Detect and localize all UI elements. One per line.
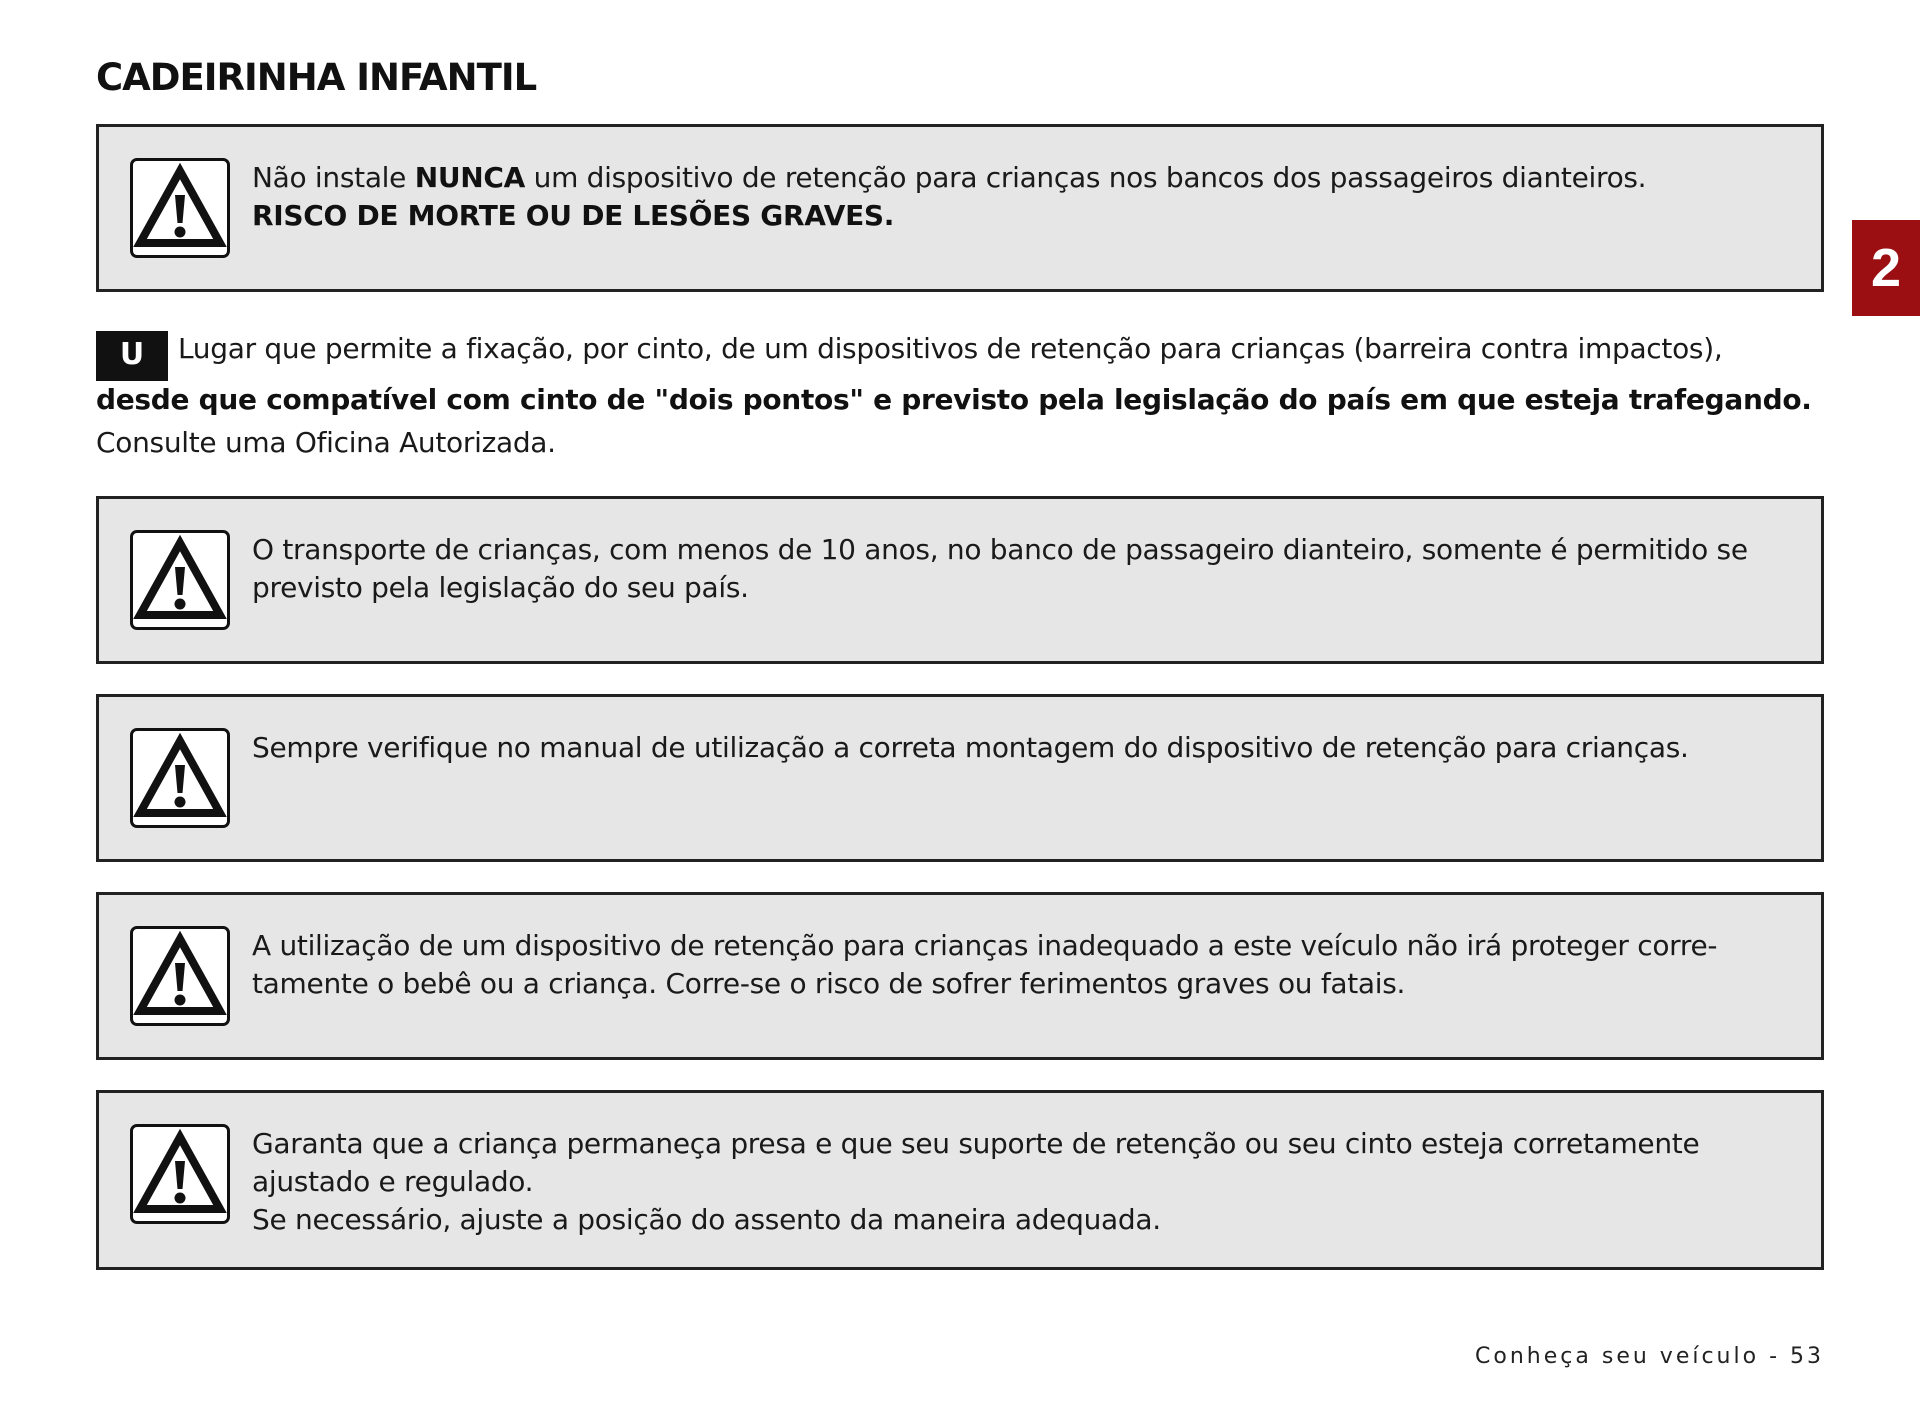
warning-text-line: A utilização de um dispositivo de retenção para crianças inadequado a este veículo não irá proteger corre- (252, 929, 1718, 962)
warning-text: Não instale NUNCA um dispositivo de retenção para crianças nos bancos dos passageiros dianteiros. (252, 161, 1647, 194)
warning-triangle-icon (130, 158, 230, 258)
warning-text: O transporte de crianças, com menos de 10 anos, no banco de passageiro dianteiro, somente é permitido se previsto pela legislação do seu país. (252, 533, 1748, 604)
warning-box-front-seat (96, 124, 1824, 292)
warning-triangle-icon (130, 530, 230, 630)
warning-strong-line: RISCO DE MORTE OU DE LESÕES GRAVES. (252, 199, 895, 232)
note-consult-text: Consulte uma Oficina Autorizada. (96, 426, 556, 459)
u-badge: U (96, 331, 168, 381)
chapter-tab: 2 (1852, 220, 1920, 316)
warning-text: Sempre verifique no manual de utilização a correta montagem do dispositivo de retenção para crianças. (252, 731, 1689, 764)
warning-triangle-icon (130, 1124, 230, 1224)
page-title: CADEIRINHA INFANTIL (96, 56, 537, 99)
warning-box-manual (96, 694, 1824, 862)
warning-emphasis: NUNCA (414, 161, 526, 194)
warning-text: Garanta que a criança permaneça presa e que seu suporte de retenção ou seu cinto esteja corretamente ajustado e regulado. (252, 1127, 1700, 1198)
note-text: Lugar que permite a fixação, por cinto, de um dispositivos de retenção para crianças (barreira contra impactos), (178, 332, 1723, 365)
warning-triangle-icon (130, 926, 230, 1026)
warning-triangle-icon (130, 728, 230, 828)
warning-text-line: tamente o bebê ou a criança. Corre-se o risco de sofrer ferimentos graves ou fatais. (252, 967, 1406, 1000)
page-footer: Conheça seu veículo - 53 (1475, 1344, 1824, 1369)
warning-box-inadequate (96, 892, 1824, 1060)
warning-text-secondary: Se necessário, ajuste a posição do assento da maneira adequada. (252, 1203, 1161, 1236)
note-line (96, 330, 1836, 381)
note-bold-text: desde que compatível com cinto de "dois pontos" e previsto pela legislação do país em que esteja trafegando. (96, 383, 1812, 416)
warning-box-age (96, 496, 1824, 664)
seat-position-note (96, 330, 1836, 461)
warning-box-secure (96, 1090, 1824, 1270)
